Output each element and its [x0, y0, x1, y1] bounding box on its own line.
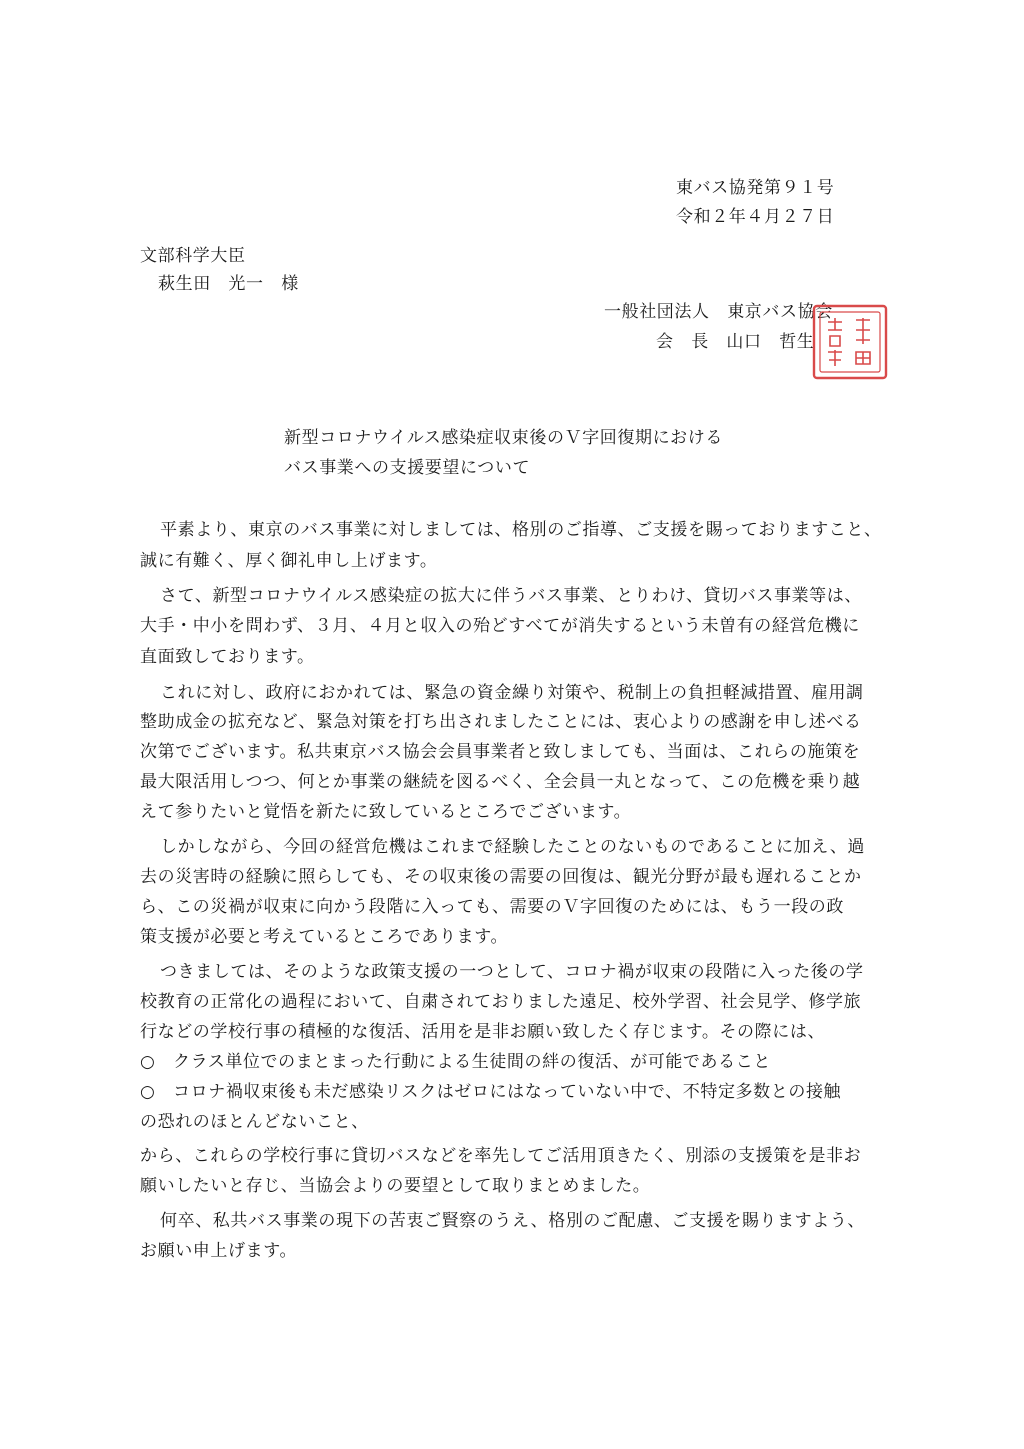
body-line: これに対し、政府におかれては、緊急の資金繰り対策や、税制上の負担軽減措置、雇用調	[160, 683, 864, 703]
subject-line-1: 新型コロナウイルス感染症収束後のＶ字回復期における	[284, 428, 723, 448]
official-seal-stamp	[808, 300, 892, 384]
body-line: 去の災害時の経験に照らしても、その収束後の需要の回復は、観光分野が最も遅れることか	[140, 867, 862, 887]
body-line: から、これらの学校行事に貸切バスなどを率先してご活用頂きたく、別添の支援策を是非お	[140, 1146, 862, 1166]
body-line: さて、新型コロナウイルス感染症の拡大に伴うバス事業、とりわけ、貸切バス事業等は、	[160, 586, 862, 606]
recipient-name: 萩生田 光一 様	[158, 274, 299, 294]
bullet-item: ○ コロナ禍収束後も未だ感染リスクはゼロにはなっていない中で、不特定多数との接触	[140, 1082, 842, 1102]
body-line: 行などの学校行事の積極的な復活、活用を是非お願い致したく存じます。その際には、	[140, 1022, 826, 1042]
body-line: お願い申上げます。	[140, 1241, 298, 1261]
bullet-item: ○ クラス単位でのまとまった行動による生徒間の絆の復活、が可能であること	[140, 1052, 771, 1072]
body-line: の恐れのほとんどないこと、	[140, 1112, 369, 1132]
subject-line-2: バス事業への支援要望について	[284, 458, 531, 478]
body-line: えて参りたいと覚悟を新たに致しているところでございます。	[140, 802, 632, 822]
body-line: 策支援が必要と考えているところであります。	[140, 927, 509, 947]
recipient-title: 文部科学大臣	[140, 246, 246, 266]
body-line: 大手・中小を問わず、３月、４月と収入の殆どすべてが消失するという未曽有の経営危機に	[140, 616, 860, 636]
sender-title-name: 会 長 山口 哲生	[656, 332, 815, 352]
body-line: ら、この災禍が収束に向かう段階に入っても、需要のＶ字回復のためには、もう一段の政	[140, 897, 844, 917]
body-line: 誠に有難く、厚く御礼申し上げます。	[140, 551, 438, 571]
body-line: 何卒、私共バス事業の現下の苦衷ご賢察のうえ、格別のご配慮、ご支援を賜りますよう、	[160, 1211, 866, 1231]
sender-organization: 一般社団法人 東京バス協会	[604, 302, 833, 322]
body-line: 願いしたいと存じ、当協会よりの要望として取りまとめました。	[140, 1176, 651, 1196]
body-line: 校教育の正常化の過程において、自粛されておりました遠足、校外学習、社会見学、修学旅	[140, 992, 862, 1012]
body-line: 次第でございます。私共東京バス協会会員事業者と致しましても、当面は、これらの施策を	[140, 742, 861, 762]
body-line: しかしながら、今回の経営危機はこれまで経験したことのないものであることに加え、過	[160, 837, 866, 857]
body-line: 整助成金の拡充など、緊急対策を打ち出されましたことには、衷心よりの感謝を申し述べる	[140, 712, 862, 732]
document-number: 東バス協発第９１号	[676, 178, 835, 198]
body-line: 最大限活用しつつ、何とか事業の継続を図るべく、全会員一丸となって、この危機を乗り越	[140, 772, 861, 792]
document-date: 令和２年４月２７日	[676, 207, 835, 227]
body-line: 直面致しております。	[140, 647, 315, 667]
body-line: つきましては、そのような政策支援の一つとして、コロナ禍が収束の段階に入った後の学	[160, 962, 864, 982]
body-line: 平素より、東京のバス事業に対しましては、格別のご指導、ご支援を賜っておりますこと、	[160, 520, 882, 540]
